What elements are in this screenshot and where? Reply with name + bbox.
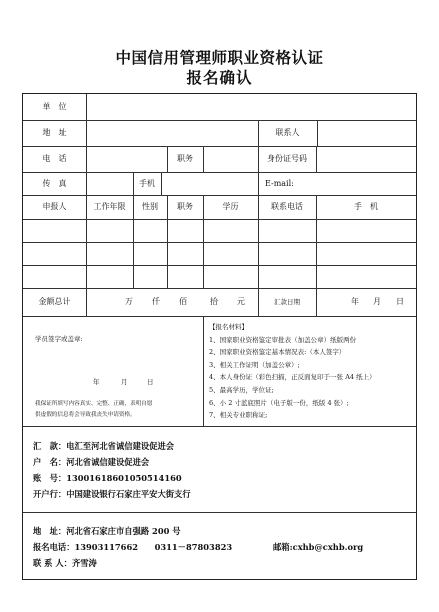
- material-item: 5、最高学历，学位证;: [209, 386, 274, 394]
- header-gender: 性别: [142, 202, 158, 211]
- row-line: [23, 172, 416, 173]
- remit-year: 年: [351, 297, 359, 306]
- contact-label: 联系人: [275, 128, 300, 137]
- row-line: [23, 120, 416, 121]
- sign-month: 月: [121, 378, 128, 386]
- row-line: [23, 265, 416, 266]
- row-line: [23, 512, 416, 513]
- footer-phone: 报名电话：13903117662 0311－87803823: [33, 542, 233, 552]
- address-label: 地 址: [42, 128, 67, 137]
- header-work-years: 工作年限: [93, 202, 126, 211]
- remit-day: 日: [396, 297, 404, 306]
- material-item: 2、国家职业资格鉴定基本情况表:（本人签字）: [209, 348, 346, 356]
- email-label: E-mail:: [265, 179, 294, 188]
- material-item: 4、本人身份证（彩色扫描，正反面复印于一张 A4 纸上）: [209, 373, 376, 381]
- col-line: [258, 172, 259, 195]
- col-line: [161, 172, 162, 195]
- phone-label: 电 话: [42, 154, 67, 163]
- unit-qian: 仟: [152, 297, 160, 306]
- row-line: [23, 195, 416, 196]
- col-line: [316, 288, 317, 316]
- signature-label: 学员签字或盖章:: [35, 335, 83, 343]
- footer-contact: 联 系 人：齐雪涛: [33, 558, 97, 568]
- row-line: [23, 219, 416, 220]
- unit-yuan: 元: [237, 297, 245, 306]
- document-title: 中国信用管理师职业资格认证: [115, 48, 324, 67]
- account-number: 账 号：13001618601050514160: [33, 473, 182, 483]
- unit-wan: 万: [125, 297, 133, 306]
- material-item: 1、国家职业资格鉴定审批表（加盖公章）纸版两份: [209, 336, 357, 344]
- header-education: 学历: [222, 202, 239, 211]
- col-line: [203, 316, 204, 426]
- mobile-label: 手机: [139, 179, 155, 188]
- header-contact-phone: 联系电话: [271, 202, 303, 211]
- registration-form: [22, 93, 417, 580]
- account-name: 户 名：河北省诚信建设促进会: [33, 457, 150, 467]
- declaration-line-2: 供虚假的信息将会导致我丧失申请资格。: [35, 412, 136, 418]
- declaration-line-1: 我保证所填写内容真实、完整、正确，表明自愿: [35, 401, 153, 407]
- row-line: [23, 316, 416, 317]
- footer-address: 地 址：河北省石家庄市自强路 200 号: [33, 526, 181, 536]
- row-line: [23, 146, 416, 147]
- document-subtitle: 报名确认: [186, 68, 253, 87]
- sign-day: 日: [147, 378, 154, 386]
- footer-email: 邮箱:cxhb@cxhb.org: [273, 542, 364, 552]
- remit-month: 月: [373, 297, 381, 306]
- remit-date-label: 汇款日期: [274, 298, 300, 306]
- remit-info: 汇 款：电汇至河北省诚信建设促进会: [33, 441, 175, 451]
- sign-year: 年: [93, 378, 100, 386]
- position-label: 职务: [177, 154, 193, 163]
- unit-bai: 佰: [179, 297, 187, 306]
- unit-label: 单 位: [42, 102, 67, 111]
- material-item: 6、小 2 寸蓝底照片（电子版一份，纸版 4 张）;: [209, 399, 349, 407]
- header-position: 职务: [177, 202, 193, 211]
- col-line: [316, 146, 317, 172]
- col-line: [203, 146, 204, 172]
- material-item: 7、相关专业职称证;: [209, 411, 268, 419]
- material-item: 3、相关工作证明（加盖公章）;: [209, 361, 300, 369]
- header-mobile: 手 机: [354, 202, 378, 211]
- unit-shi: 拾: [210, 297, 218, 306]
- fax-label: 传 真: [42, 179, 67, 188]
- col-line: [317, 120, 318, 146]
- id-number-label: 身份证号码: [267, 154, 307, 163]
- total-amount-label: 金额总计: [38, 297, 71, 306]
- bank-name: 开户行：中国建设银行石家庄平安大街支行: [33, 489, 191, 499]
- row-line: [23, 288, 416, 289]
- materials-header: 【报名材料】: [209, 323, 248, 331]
- header-applicant: 申报人: [42, 202, 67, 211]
- row-line: [23, 426, 416, 427]
- row-line: [23, 242, 416, 243]
